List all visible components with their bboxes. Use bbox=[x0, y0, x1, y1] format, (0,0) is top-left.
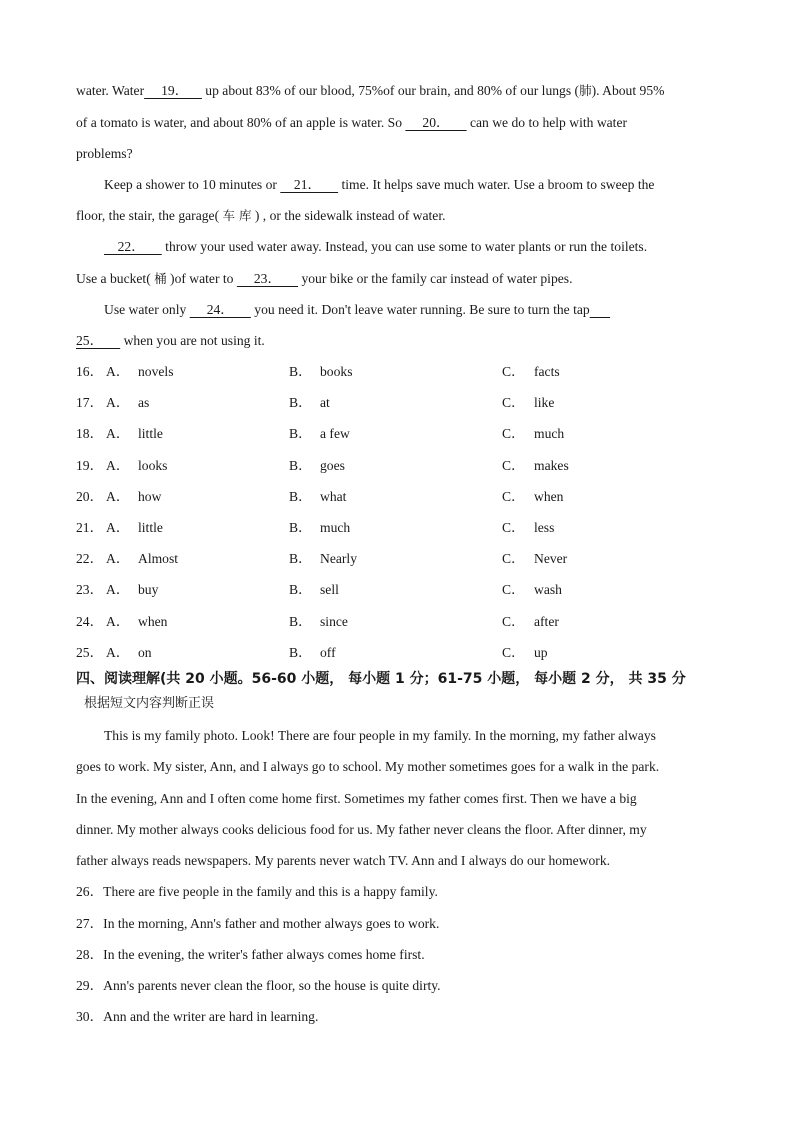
option-b[interactable]: since bbox=[320, 614, 348, 629]
blank-23[interactable]: 23． bbox=[236, 271, 299, 286]
passage-text: of a tomato is water, and about 80% of an apple is water. So bbox=[76, 115, 406, 130]
statement-30: 30．Ann and the writer are hard in learning. bbox=[76, 1009, 319, 1024]
passage-line-2 bbox=[76, 114, 627, 132]
option-c[interactable]: makes bbox=[534, 458, 569, 473]
statement-29: 29．Ann's parents never clean the floor, so the house is quite dirty. bbox=[76, 978, 441, 993]
blank-25[interactable]: 25． bbox=[76, 333, 121, 348]
statement-26: 26．There are five people in the family and this is a happy family. bbox=[76, 884, 438, 899]
blank-24[interactable]: 24． bbox=[189, 302, 251, 317]
option-c-letter: C． bbox=[502, 395, 525, 410]
passage-text: Keep a shower to 10 minutes or bbox=[104, 177, 281, 192]
option-b-letter: B． bbox=[289, 582, 312, 597]
statement-27: 27．In the morning, Ann's father and mother always goes to work. bbox=[76, 916, 440, 931]
option-c-letter: C． bbox=[502, 645, 525, 660]
passage-text: you need it. Don't leave water running. Be sure to turn the tap bbox=[250, 302, 590, 317]
option-c[interactable]: after bbox=[534, 614, 559, 629]
question-options-row bbox=[76, 581, 716, 599]
option-a-letter: A． bbox=[106, 520, 130, 535]
option-c[interactable]: less bbox=[534, 520, 555, 535]
section-instruction: 根据短文内容判断正误 bbox=[84, 696, 215, 711]
option-b-letter: B． bbox=[289, 520, 312, 535]
option-b-letter: B． bbox=[289, 395, 312, 410]
passage-text: ) , or the sidewalk instead of water. bbox=[251, 208, 446, 223]
question-options-row bbox=[76, 644, 716, 662]
option-a[interactable]: buy bbox=[138, 582, 159, 597]
option-c-letter: C． bbox=[502, 426, 525, 441]
passage-line-5 bbox=[76, 207, 446, 225]
passage-text: )of water to bbox=[166, 271, 237, 286]
question-options-row bbox=[76, 363, 716, 381]
passage-line-8 bbox=[104, 301, 610, 319]
option-a-letter: A． bbox=[106, 458, 130, 473]
option-a[interactable]: looks bbox=[138, 458, 168, 473]
option-b-letter: B． bbox=[289, 551, 312, 566]
blank-19[interactable]: 19． bbox=[144, 83, 202, 98]
option-a[interactable]: how bbox=[138, 489, 162, 504]
passage-line-7 bbox=[76, 270, 572, 288]
passage-text: when you are not using it. bbox=[120, 333, 265, 348]
passage-chinese-gloss: 桶 bbox=[154, 271, 167, 286]
passage-text: Use a bucket( bbox=[76, 271, 155, 286]
option-b[interactable]: at bbox=[320, 395, 330, 410]
option-b-letter: B． bbox=[289, 426, 312, 441]
blank-22[interactable]: 22． bbox=[104, 239, 162, 254]
question-number: 24． bbox=[76, 614, 104, 629]
option-c-letter: C． bbox=[502, 458, 525, 473]
question-number: 22． bbox=[76, 551, 104, 566]
option-b[interactable]: books bbox=[320, 364, 353, 379]
passage-line-4 bbox=[104, 176, 654, 194]
passage-text: floor, the stair, the garage( bbox=[76, 208, 223, 223]
option-b-letter: B． bbox=[289, 364, 312, 379]
passage-chinese-gloss: 车 库 bbox=[222, 208, 252, 223]
option-c-letter: C． bbox=[502, 551, 525, 566]
blank-20[interactable]: 20． bbox=[405, 115, 467, 130]
passage-text: up about 83% of our blood, 75%of our brain, and 80% of our lungs ( bbox=[201, 83, 580, 98]
statement-28: 28．In the evening, the writer's father always comes home first. bbox=[76, 947, 425, 962]
question-number: 16． bbox=[76, 364, 104, 379]
reading-line: dinner. My mother always cooks delicious food for us. My father never cleans the floor. After dinner, my bbox=[76, 822, 647, 837]
passage-text: can we do to help with water bbox=[466, 115, 628, 130]
option-b-letter: B． bbox=[289, 458, 312, 473]
question-number: 20． bbox=[76, 489, 104, 504]
option-a[interactable]: as bbox=[138, 395, 150, 410]
passage-text: time. It helps save much water. Use a broom to sweep the bbox=[338, 177, 655, 192]
option-a[interactable]: when bbox=[138, 614, 168, 629]
passage-text: throw your used water away. Instead, you can use some to water plants or run the toilets. bbox=[161, 239, 648, 254]
question-number: 21． bbox=[76, 520, 104, 535]
question-options-row bbox=[76, 457, 716, 475]
option-c[interactable]: like bbox=[534, 395, 555, 410]
option-c[interactable]: Never bbox=[534, 551, 568, 566]
passage-line-6 bbox=[104, 238, 647, 256]
passage-line-3 bbox=[76, 145, 133, 163]
passage-line-1 bbox=[76, 82, 664, 100]
reading-line: This is my family photo. Look! There are four people in my family. In the morning, my father always bbox=[104, 728, 656, 743]
blank-21[interactable]: 21． bbox=[280, 177, 339, 192]
option-b[interactable]: Nearly bbox=[320, 551, 357, 566]
blank-25-tail bbox=[590, 301, 610, 319]
question-number: 18． bbox=[76, 426, 104, 441]
question-number: 23． bbox=[76, 582, 104, 597]
question-options-row bbox=[76, 550, 716, 568]
option-a-letter: A． bbox=[106, 489, 130, 504]
passage-line-9 bbox=[76, 332, 265, 350]
option-a-letter: A． bbox=[106, 364, 130, 379]
reading-line: In the evening, Ann and I often come home first. Sometimes my father comes first. Then we have a big bbox=[76, 791, 637, 806]
option-b-letter: B． bbox=[289, 645, 312, 660]
option-a-letter: A． bbox=[106, 551, 130, 566]
passage-text: ). About 95% bbox=[591, 83, 665, 98]
option-a[interactable]: on bbox=[138, 645, 152, 660]
passage-text: your bike or the family car instead of water pipes. bbox=[298, 271, 573, 286]
option-a[interactable]: Almost bbox=[138, 551, 179, 566]
option-b[interactable]: what bbox=[320, 489, 347, 504]
option-c[interactable]: facts bbox=[534, 364, 560, 379]
option-c-letter: C． bbox=[502, 364, 525, 379]
question-number: 17． bbox=[76, 395, 104, 410]
option-c[interactable]: much bbox=[534, 426, 565, 441]
question-number: 19． bbox=[76, 458, 104, 473]
option-b-letter: B． bbox=[289, 489, 312, 504]
option-b[interactable]: sell bbox=[320, 582, 339, 597]
question-number: 25． bbox=[76, 645, 104, 660]
passage-text: problems? bbox=[76, 146, 133, 161]
section-title: 四、阅读理解(共 20 小题。56-60 小题， 每小题 1 分；61-75 小题， 每小题 2 分， 共 35 分 bbox=[76, 671, 686, 687]
option-a-letter: A． bbox=[106, 645, 130, 660]
option-c[interactable]: up bbox=[534, 645, 548, 660]
question-options-row bbox=[76, 519, 716, 537]
option-c-letter: C． bbox=[502, 614, 525, 629]
option-c[interactable]: when bbox=[534, 489, 564, 504]
option-b[interactable]: goes bbox=[320, 458, 345, 473]
option-b[interactable]: much bbox=[320, 520, 351, 535]
option-a-letter: A． bbox=[106, 614, 130, 629]
option-a-letter: A． bbox=[106, 395, 130, 410]
question-options-row bbox=[76, 425, 716, 443]
question-options-row bbox=[76, 488, 716, 506]
option-c[interactable]: wash bbox=[534, 582, 562, 597]
reading-line: goes to work. My sister, Ann, and I always go to school. My mother sometimes goes for a walk in the park. bbox=[76, 759, 660, 774]
option-a[interactable]: little bbox=[138, 520, 163, 535]
reading-line: father always reads newspapers. My parents never watch TV. Ann and I always do our homework. bbox=[76, 853, 611, 868]
option-a-letter: A． bbox=[106, 426, 130, 441]
passage-chinese-gloss: 肺 bbox=[579, 83, 592, 98]
option-b-letter: B． bbox=[289, 614, 312, 629]
option-c-letter: C． bbox=[502, 520, 525, 535]
option-a[interactable]: little bbox=[138, 426, 163, 441]
option-a-letter: A． bbox=[106, 582, 130, 597]
question-options-row bbox=[76, 613, 716, 631]
option-c-letter: C． bbox=[502, 582, 525, 597]
option-c-letter: C． bbox=[502, 489, 525, 504]
option-b[interactable]: a few bbox=[320, 426, 350, 441]
passage-text: water. Water bbox=[76, 83, 145, 98]
question-options-row bbox=[76, 394, 716, 412]
option-b[interactable]: off bbox=[320, 645, 336, 660]
option-a[interactable]: novels bbox=[138, 364, 174, 379]
passage-text: Use water only bbox=[104, 302, 190, 317]
